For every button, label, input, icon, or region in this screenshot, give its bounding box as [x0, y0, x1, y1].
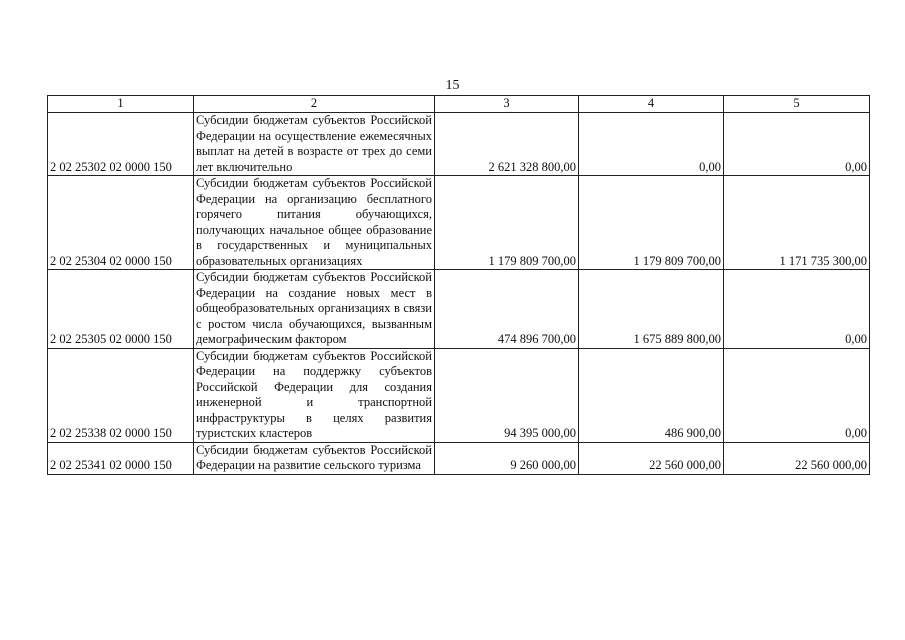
amount-col4: 1 179 809 700,00 [579, 176, 724, 270]
income-name: Субсидии бюджетам субъектов Российской Федерации на создание новых мест в общеобразовательных организациях в связи с ростом числа обучающихся, вызванным демографическим фактором [194, 270, 435, 349]
amount-col5: 1 171 735 300,00 [724, 176, 870, 270]
amount-col5: 0,00 [724, 348, 870, 442]
table-row [48, 348, 870, 442]
column-header-1: 1 [48, 96, 194, 113]
income-code: 2 02 25302 02 0000 150 [48, 113, 194, 176]
income-name: Субсидии бюджетам субъектов Российской Федерации на организацию бесплатного горячего питания обучающихся, получающих начальное общее образование в государственных и муниципальных образовательных организациях [194, 176, 435, 270]
income-code: 2 02 25304 02 0000 150 [48, 176, 194, 270]
column-header-5: 5 [724, 96, 870, 113]
amount-col3: 2 621 328 800,00 [435, 113, 579, 176]
income-name: Субсидии бюджетам субъектов Российской Федерации на развитие сельского туризма [194, 442, 435, 474]
amount-col5: 0,00 [724, 113, 870, 176]
amount-col4: 486 900,00 [579, 348, 724, 442]
column-header-3: 3 [435, 96, 579, 113]
column-header-4: 4 [579, 96, 724, 113]
income-name: Субсидии бюджетам субъектов Российской Федерации на поддержку субъектов Российской Федерации для создания инженерной и транспортной инфраструктуры в целях развития туристских кластеров [194, 348, 435, 442]
amount-col3: 474 896 700,00 [435, 270, 579, 349]
income-code: 2 02 25338 02 0000 150 [48, 348, 194, 442]
income-code: 2 02 25341 02 0000 150 [48, 442, 194, 474]
amount-col3: 94 395 000,00 [435, 348, 579, 442]
table-row [48, 113, 870, 176]
table-header-row [48, 96, 870, 113]
page-number: 15 [445, 78, 460, 93]
amount-col4: 22 560 000,00 [579, 442, 724, 474]
amount-col3: 1 179 809 700,00 [435, 176, 579, 270]
amount-col4: 1 675 889 800,00 [579, 270, 724, 349]
amount-col4: 0,00 [579, 113, 724, 176]
table-row [48, 270, 870, 349]
column-header-2: 2 [194, 96, 435, 113]
table-row [48, 442, 870, 474]
budget-table [47, 95, 870, 475]
income-name: Субсидии бюджетам субъектов Российской Федерации на осуществление ежемесячных выплат на детей в возрасте от трех до семи лет включительно [194, 113, 435, 176]
income-code: 2 02 25305 02 0000 150 [48, 270, 194, 349]
table-row [48, 176, 870, 270]
amount-col3: 9 260 000,00 [435, 442, 579, 474]
amount-col5: 0,00 [724, 270, 870, 349]
amount-col5: 22 560 000,00 [724, 442, 870, 474]
